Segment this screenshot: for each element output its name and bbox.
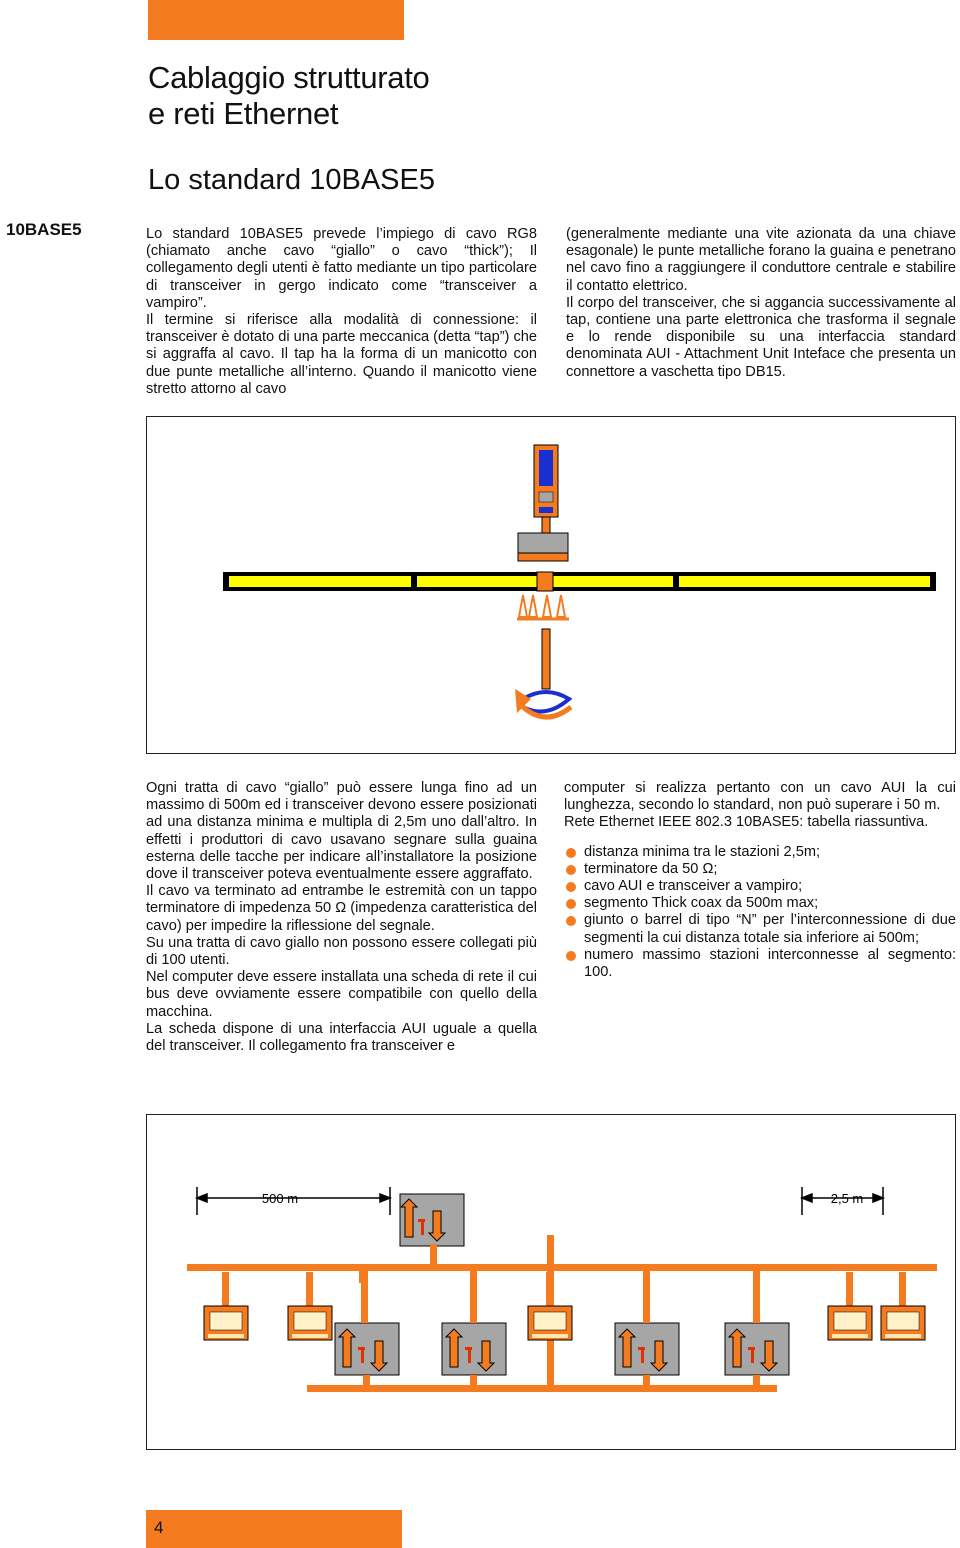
footer-accent-band bbox=[146, 1510, 402, 1548]
coax-cable-segment-3 bbox=[553, 576, 673, 587]
bullet-item: terminatore da 50 Ω; bbox=[564, 861, 956, 878]
dimension-2-5m-label: 2,5 m bbox=[830, 1191, 864, 1206]
body-left-para-4: Nel computer deve essere installata una scheda di rete il cui bus deve ovviamente essere compatibile con quello della macchina. bbox=[146, 969, 537, 1020]
rotation-arrow-icon bbox=[515, 689, 571, 717]
page-number: 4 bbox=[154, 1518, 164, 1537]
coax-cable-segment-4 bbox=[679, 576, 930, 587]
body-left-para-5: La scheda dispone di una interfaccia AUI uguale a quella del transceiver. Il collegamento fra transceiver e bbox=[146, 1020, 537, 1055]
body-left-para-1: Ogni tratta di cavo “giallo” può essere lunga fino ad un massimo di 500m ed i transceiver devono essere posizionati ad una distanza minima e multipla di 2,5m uno dall’altro. In effetti i produttori di cavo usavano segnare sulla guaina esterna delle tacche per indicare all’installatore la posizione dove il transceiver poteva eventualmente essere aggraffato. bbox=[146, 780, 537, 883]
vampire-tap-diagram bbox=[146, 416, 956, 754]
body-left-column bbox=[146, 780, 537, 1055]
intro-right-column bbox=[566, 226, 956, 381]
intro-right-para-2: Il corpo del transceiver, che si aggancia successivamente al tap, contiene una parte elettronica che trasforma il segnale e lo rende disponibile su una interfaccia standard denominata AUI - Attachment Unit Inteface che presenta un connettore a vaschetta tipo DB15. bbox=[566, 294, 956, 380]
intro-left-column bbox=[146, 226, 537, 398]
network-topology-diagram bbox=[146, 1114, 956, 1450]
intro-left-para-2: Il termine si riferisce alla modalità di connessione: il transceiver è dotato di una parte meccanica (detta “tap”) che si aggraffa al cavo. Il tap ha la forma di un manicotto con due punte metalliche all’interno. Quando il manicotto viene stretto attorno al cavo bbox=[146, 312, 537, 397]
dimension-500m-label: 500 m bbox=[261, 1191, 299, 1206]
coax-cable-segment-2 bbox=[417, 576, 537, 587]
body-right-column bbox=[564, 780, 956, 981]
body-left-para-2: Il cavo va terminato ad entrambe le estremità con un tappo terminatore di impedenza 50 Ω (impedenza caratteristica del cavo) per impedire la riflessione del segnale. bbox=[146, 883, 537, 934]
bullet-item: cavo AUI e transceiver a vampiro; bbox=[564, 878, 956, 895]
bullet-item: distanza minima tra le stazioni 2,5m; bbox=[564, 844, 956, 861]
body-left-para-3: Su una tratta di cavo giallo non possono essere collegati più di 100 utenti. bbox=[146, 934, 537, 969]
transceiver-neck bbox=[542, 517, 550, 533]
summary-bullet-list bbox=[564, 844, 956, 982]
header-accent-band bbox=[148, 0, 404, 40]
bullet-item: segmento Thick coax da 500m max; bbox=[564, 895, 956, 912]
network-topology-illustration bbox=[147, 1115, 954, 1448]
body-right-para-1: computer si realizza pertanto con un cavo AUI la cui lunghezza, secondo lo standard, non può superare i 50 m. bbox=[564, 780, 956, 814]
tap-contact bbox=[537, 572, 553, 591]
page-title bbox=[148, 60, 429, 132]
bullet-item: giunto o barrel di tipo “N” per l’interconnessione di due segmenti la cui distanza totale sia inferiore ai 500m; bbox=[564, 912, 956, 946]
workstations bbox=[204, 1272, 925, 1340]
vampire-tap-illustration bbox=[147, 417, 954, 752]
aui-connector-blue bbox=[539, 450, 553, 486]
aui-pin-blue bbox=[539, 507, 553, 513]
lower-coax-segment bbox=[307, 1385, 777, 1392]
coax-cable-segment-1 bbox=[229, 576, 411, 587]
tap-teeth bbox=[519, 595, 565, 617]
title-line-1: Cablaggio strutturato bbox=[148, 60, 430, 95]
clamp-screw bbox=[542, 629, 550, 689]
intro-right-para-1: (generalmente mediante una vite azionata da una chiave esagonale) le punte metalliche forano la guaina e penetrano nel cavo fino a raggiungere il conduttore centrale e stabilire il contatto elettrico. bbox=[566, 226, 956, 294]
title-line-2: e reti Ethernet bbox=[148, 96, 339, 131]
bullet-item: numero massimo stazioni interconnesse al segmento: 100. bbox=[564, 947, 956, 981]
section-side-label: 10BASE5 bbox=[6, 220, 82, 239]
transceiver-base bbox=[518, 553, 568, 561]
intro-left-para-1: Lo standard 10BASE5 prevede l’impiego di cavo RG8 (chiamato anche cavo “giallo” o cavo “thick”); Il collegamento degli utenti è fatto mediante un tipo particolare di transceiver in gergo indicato come “transceiver a vampiro”. bbox=[146, 226, 537, 311]
section-title: Lo standard 10BASE5 bbox=[148, 164, 435, 196]
repeater-unit bbox=[400, 1194, 464, 1246]
aui-pin-grey bbox=[539, 492, 553, 502]
body-right-para-2: Rete Ethernet IEEE 802.3 10BASE5: tabella riassuntiva. bbox=[564, 814, 929, 831]
upper-coax-segment bbox=[187, 1264, 937, 1271]
